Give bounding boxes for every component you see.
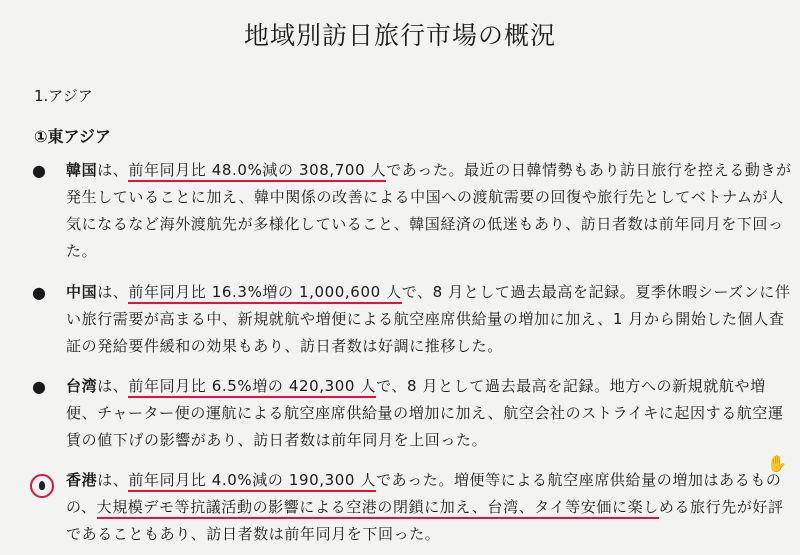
country-name: 韓国: [66, 161, 98, 179]
stat-highlight: 前年同月比 48.0%減の 308,700 人: [128, 161, 386, 182]
text-lead: は、: [97, 377, 129, 395]
text-body: であった。最近の日韓情勢もあり訪日旅行を控える動きが発生していることに加え、韓中関係の改善による中国への渡航需要の回復や旅行先としてベトナムが人気になるなど海外渡航先が多様化していること、韓国経済の低迷もあり、訪日者数は前年同月を下回った。: [66, 161, 792, 260]
country-name: 中国: [66, 283, 98, 301]
text-mid: であった。増便等による航空座席供給量の増加はあるものの、: [66, 471, 782, 516]
map-pin-icon: [30, 474, 54, 498]
country-name: 台湾: [66, 377, 98, 395]
bullet-icon: ●: [32, 161, 46, 180]
bullet-icon: ●: [32, 283, 46, 302]
item-text: [66, 279, 796, 360]
page-title: 地域別訪日旅行市場の概況: [243, 21, 556, 50]
text-body: で、8 月として過去最高を記録。夏季休暇シーズンに伴い旅行需要が高まる中、新規就航や増便による航空座席供給量の増加に加え、1 月から開始した個人査証の発給要件緩和の効果もあり、訪日者数は好調に推移した。: [66, 283, 791, 355]
text-body: で、8 月として過去最高を記録。地方への新規就航や増便、チャーター便の運航による航空座席供給量の増加に加え、航空会社のストライキに起因する航空運賃の値下げの影響があり、訪日者数は前年同月を上回った。: [66, 377, 784, 449]
pin-dot: [39, 481, 45, 490]
stat-highlight: 前年同月比 16.3%増の 1,000,600 人: [128, 283, 401, 304]
text-highlight: 大規模デモ等抗議活動の影響による空港の閉鎖に加え、台湾、タイ等安価に楽し: [97, 498, 659, 519]
section-heading: 1.アジア: [34, 87, 93, 105]
item-text: [66, 373, 796, 454]
item-text: [66, 157, 796, 265]
subsection-heading: ①東アジア: [34, 127, 111, 146]
item-text: [66, 467, 796, 548]
stat-highlight: 前年同月比 4.0%減の 190,300 人: [128, 471, 376, 492]
text-lead: は、: [97, 283, 129, 301]
text-lead: は、: [97, 471, 129, 489]
country-name: 香港: [66, 471, 98, 489]
hand-cursor-icon: ✋: [767, 454, 787, 473]
bullet-icon: ●: [32, 377, 46, 396]
stat-highlight: 前年同月比 6.5%増の 420,300 人: [128, 377, 376, 398]
text-lead: は、: [97, 161, 129, 179]
text-body: める旅行先が好評であることもあり、訪日者数は前年同月を下回った。: [66, 498, 784, 543]
